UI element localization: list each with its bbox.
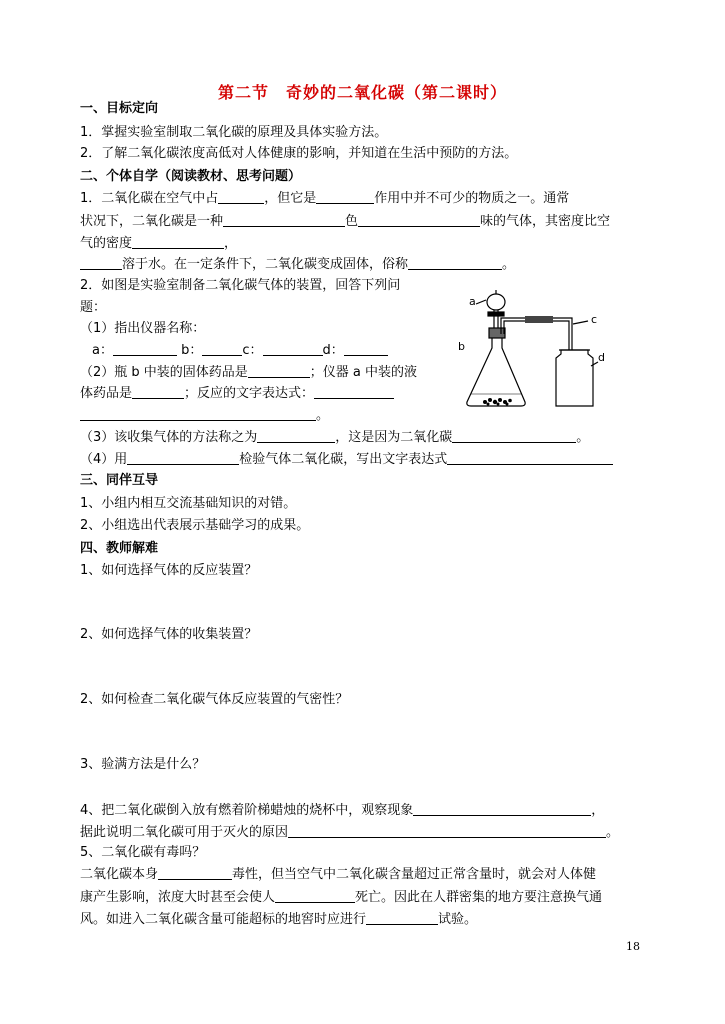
label-c: c [591,313,598,326]
text: ，这是因为二氧化碳 [335,430,453,445]
section-4-heading: 四、教师解难 [80,541,159,556]
co2-apparatus-diagram [455,288,615,416]
s1-line-1: 1．掌握实验室制取二氧化碳的原理及具体实验方法。 [80,125,388,140]
label-b: b [458,340,465,353]
s4-q5-line-1 [80,802,604,819]
s2-q2-line-6 [80,385,394,402]
blank[interactable] [158,866,232,880]
s4-q5-line-2 [80,824,619,841]
text: 味的气体，其密度比空 [480,214,611,229]
text: d： [322,343,344,358]
text: 作用中并不可少的物质之一。通常 [374,191,570,206]
text: 二氧化碳本身 [80,867,159,882]
text: 4、把二氧化碳倒入放有燃着阶梯蜡烛的烧杯中，观察现象 [80,803,414,818]
marble-chips [483,398,512,406]
text: （2）瓶 b 中装的固体药品是 [80,365,248,380]
blank[interactable] [408,256,502,270]
section-2-heading: 二、个体自学（阅读教材、思考问题） [80,169,302,184]
s4-q3: 2、如何检查二氧化碳气体反应装置的气密性？ [80,692,349,707]
blank-b[interactable] [202,342,242,356]
text: 检验气体二氧化碳，写出文字表达式 [239,452,448,467]
s4-q6-line-3 [80,911,477,928]
section-3-heading: 三、同伴互导 [80,473,159,488]
s4-q4: 3、验满方法是什么？ [80,757,206,772]
blank-a[interactable] [113,342,177,356]
blank[interactable] [223,213,345,227]
text: ，但它是 [264,191,317,206]
text: 毒性，但当空气中二氧化碳含量超过正常含量时，就会对人体健 [232,867,597,882]
section-1-heading: 一、目标定向 [80,101,159,116]
blank[interactable] [127,451,239,465]
blank[interactable] [80,256,122,270]
s2-q2-instrument-blanks [92,342,388,359]
blank-d[interactable] [344,342,388,356]
text: 。 [502,257,516,272]
blank[interactable] [80,407,316,421]
rubber-tube [525,316,553,323]
text: 状况下，二氧化碳是一种 [80,214,224,229]
text: （3）该收集气体的方法称之为 [80,430,258,445]
s2-q1-line-1 [80,190,569,207]
text: ， [591,803,605,818]
label-d: d [598,351,605,364]
text: ；反应的文字表达式： [184,386,315,401]
blank[interactable] [248,364,310,378]
blank[interactable] [288,824,606,838]
s3-line-1: 1、小组内相互交流基础知识的对错。 [80,496,297,511]
blank[interactable] [257,429,335,443]
text: b： [181,343,203,358]
text: ， [224,236,238,251]
text: （4）用 [80,452,128,467]
label-a: a [469,295,476,308]
blank[interactable] [413,802,591,816]
text: 试验。 [438,912,478,927]
text: a： [92,343,113,358]
blank[interactable] [132,385,184,399]
text: ；仪器 a 中装的液 [309,365,418,380]
gas-collecting-bottle [556,350,593,406]
s2-q2-line-7 [80,407,329,424]
s4-q6-line-2 [80,889,602,906]
blank[interactable] [132,235,224,249]
s4-q2: 2、如何选择气体的收集装置？ [80,627,258,642]
blank[interactable] [358,213,480,227]
s2-q2-line-3: （1）指出仪器名称： [80,321,206,336]
blank[interactable] [275,889,355,903]
s2-q1-line-2 [80,213,610,230]
blank-c[interactable] [263,342,323,356]
page-title: 第二节 奇妙的二氧化碳（第二课时） [217,83,507,102]
text: 。 [316,408,330,423]
s4-q1: 1、如何选择气体的反应装置？ [80,563,258,578]
text: 体药品是 [80,386,133,401]
s3-line-2: 2、小组选出代表展示基础学习的成果。 [80,518,310,533]
rubber-stopper [489,328,505,338]
s2-q1-line-3 [80,235,237,252]
s2-q2-line-9 [80,451,613,468]
text: 死亡。因此在人群密集的地方要注意换气通 [355,890,603,905]
s2-q2-line-2: 题： [80,300,107,315]
s2-q1-line-4 [80,256,515,273]
stopcock [488,312,504,316]
page-number: 18 [626,940,640,953]
blank[interactable] [314,385,394,399]
blank[interactable] [366,911,438,925]
s2-q2-line-5 [80,364,417,381]
text: 气的密度 [80,236,133,251]
blank[interactable] [447,451,613,465]
text: 。 [606,825,620,840]
text: 。 [576,430,590,445]
text: 康产生影响，浓度大时甚至会使人 [80,890,276,905]
text: c： [242,343,263,358]
s2-q2-line-8 [80,429,589,446]
funnel-bulb [487,294,505,310]
s1-line-2: 2．了解二氧化碳浓度高低对人体健康的影响，并知道在生活中预防的方法。 [80,146,518,161]
text: 1．二氧化碳在空气中占 [80,191,219,206]
blank[interactable] [452,429,576,443]
blank[interactable] [218,190,264,204]
s4-q6-line-1 [80,866,596,883]
s4-q6: 5、二氧化碳有毒吗？ [80,845,206,860]
text: 风。如进入二氧化碳含量可能超标的地窖时应进行 [80,912,367,927]
text: 色 [345,214,359,229]
text: 溶于水。在一定条件下，二氧化碳变成固体，俗称 [122,257,409,272]
blank[interactable] [316,190,374,204]
conical-flask [467,338,525,406]
s2-q2-line-1: 2．如图是实验室制备二氧化碳气体的装置，回答下列问 [80,278,401,293]
text: 据此说明二氧化碳可用于灭火的原因 [80,825,289,840]
